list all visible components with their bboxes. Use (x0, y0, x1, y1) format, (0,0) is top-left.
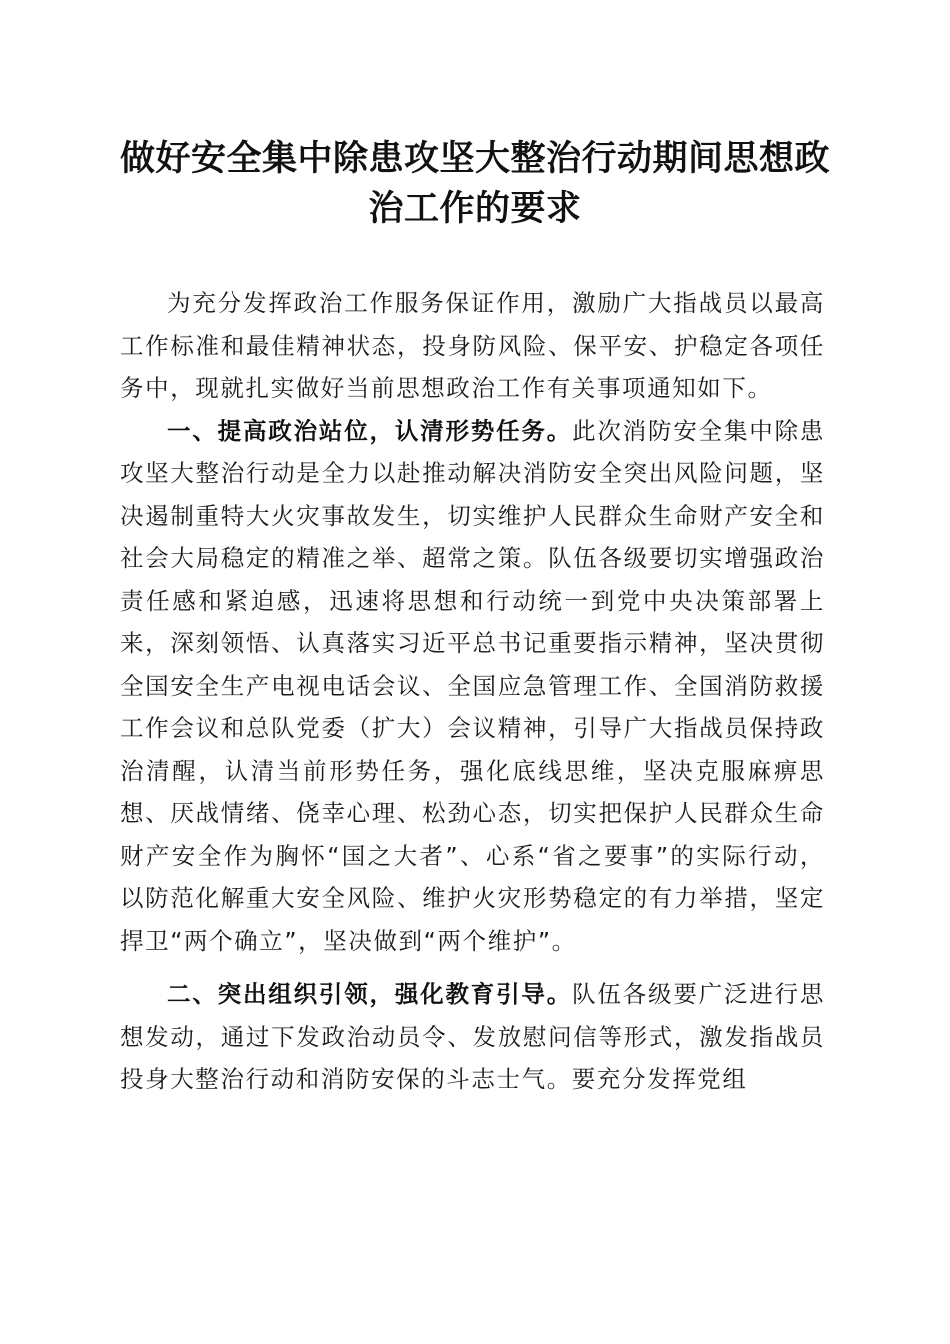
section-2-paragraph (120, 973, 825, 1101)
section-1-text: 此次消防安全集中除患攻坚大整治行动是全力以赴推动解决消防安全突出风险问题，坚决遏制重特大火灾事故发生，切实维护人民群众生命财产安全和社会大局稳定的精准之举、超常之策。队伍各级要切实增强政治责任感和紧迫感，迅速将思想和行动统一到党中央决策部署上来，深刻领悟、认真落实习近平总书记重要指示精神，坚决贯彻全国安全生产电视电话会议、全国应急管理工作、全国消防救援工作会议和总队党委（扩大）会议精神，引导广大指战员保持政治清醒，认清当前形势任务，强化底线思维，坚决克服麻痹思想、厌战情绪、侥幸心理、松劲心态，切实把保护人民群众生命财产安全作为胸怀“国之大者”、心系“省之要事”的实际行动，以防范化解重大安全风险、维护火灾形势稳定的有力举措，坚定捍卫“两个确立”，坚决做到“两个维护”。 (120, 416, 826, 955)
title-line-1: 做好安全集中除患攻坚大整治行动期间思想政 (119, 138, 830, 179)
section-1-paragraph (120, 410, 825, 963)
section-2-text: 队伍各级要广泛进行思想发动，通过下发政治动员令、发放慰问信等形式，激发指战员投身大整治行动和消防安保的斗志士气。要充分发挥党组 (120, 980, 826, 1093)
section-1-heading: 一、提高政治站位，认清形势任务。 (167, 416, 573, 445)
document-body (120, 282, 825, 1101)
document-title (100, 134, 850, 234)
title-line-2: 治工作的要求 (368, 188, 582, 229)
intro-paragraph: 为充分发挥政治工作服务保证作用，激励广大指战员以最高工作标准和最佳精神状态，投身防风险、保平安、护稳定各项任务中，现就扎实做好当前思想政治工作有关事项通知如下。 (120, 289, 825, 402)
section-2-heading: 二、突出组织引领，强化教育引导。 (167, 980, 573, 1008)
